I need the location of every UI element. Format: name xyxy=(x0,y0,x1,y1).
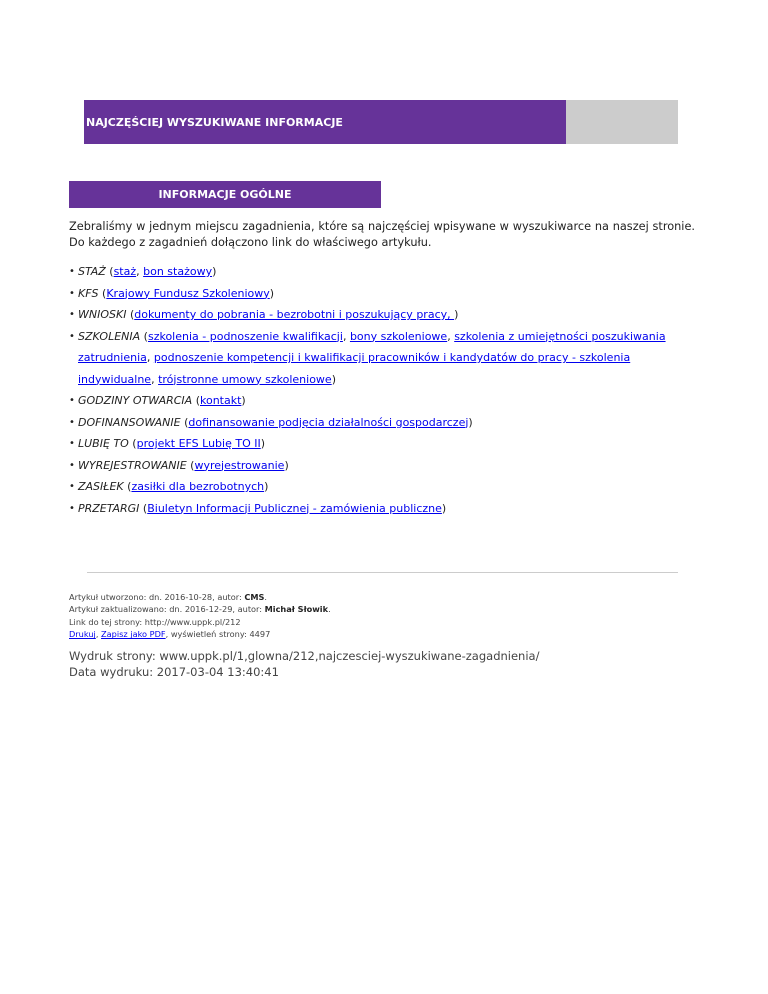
topic-item: • STAŻ (staż, bon stażowy) xyxy=(69,261,699,283)
topic-link[interactable]: podnoszenie kompetencji i kwalifikacji pracowników i kandydatów do pracy - szkolenia indywidualne xyxy=(78,351,631,386)
updated-author: Michał Słowik xyxy=(264,604,329,615)
print-url: Wydruk strony: www.uppk.pl/1,glowna/212,najczesciej-wyszukiwane-zagadnienia/ xyxy=(69,649,540,663)
page-views: wyświetleń strony: 4497 xyxy=(170,629,271,640)
print-link[interactable]: Drukuj xyxy=(69,629,96,640)
save-pdf-link[interactable]: Zapisz jako PDF xyxy=(101,629,166,640)
topic-item: • WYREJESTROWANIE (wyrejestrowanie) xyxy=(69,455,699,477)
header-bar xyxy=(84,100,678,144)
topic-key: SZKOLENIA xyxy=(78,329,141,343)
section-title: INFORMACJE OGÓLNE xyxy=(69,181,381,208)
topic-key: ZASIŁEK xyxy=(78,480,124,493)
page-link-line: Link do tej strony: http://www.uppk.pl/212 xyxy=(69,616,241,627)
topic-item: • ZASIŁEK (zasiłki dla bezrobotnych) xyxy=(69,476,699,498)
intro-paragraph: Zebraliśmy w jednym miejscu zagadnienia, które są najczęściej wpisywane w wyszukiwarce na naszej stronie. Do każdego z zagadnień dołączono link do właściwego artykułu. xyxy=(69,220,695,249)
created-prefix: Artykuł utworzono: dn. 2016-10-28, autor: xyxy=(69,592,245,602)
topic-link[interactable]: dokumenty do pobrania - bezrobotni i poszukujący pracy, xyxy=(134,308,455,321)
updated-line: Artykuł zaktualizowano: dn. 2016-12-29, autor: Michał Słowik. xyxy=(69,604,331,615)
topic-link[interactable]: wyrejestrowanie xyxy=(194,458,285,472)
topic-link[interactable]: bon stażowy xyxy=(143,265,213,278)
topic-item: • PRZETARGI (Biuletyn Informacji Publicznej - zamówienia publiczne) xyxy=(69,498,699,520)
topic-item: • KFS (Krajowy Fundusz Szkoleniowy) xyxy=(69,283,699,305)
print-info xyxy=(69,648,539,680)
topic-link[interactable]: staż xyxy=(113,265,137,278)
updated-prefix: Artykuł zaktualizowano: dn. 2016-12-29, autor: xyxy=(69,604,265,615)
topic-link[interactable]: projekt EFS Lubię TO II xyxy=(136,437,261,450)
topic-item: • WNIOSKI (dokumenty do pobrania - bezrobotni i poszukujący pracy, ) xyxy=(69,304,699,326)
topic-link[interactable]: Biuletyn Informacji Publicznej - zamówienia publiczne xyxy=(147,501,442,515)
topic-item: • SZKOLENIA (szkolenia - podnoszenie kwalifikacji, bony szkoleniowe, szkolenia z umiejętności poszukiwania zatrudnienia, podnoszenie kompetencji i kwalifikacji pracowników i kandydatów do pracy - szkolenia indywidualne, trójstronne umowy szkoleniowe) xyxy=(69,326,699,391)
actions-line: Drukuj, Zapisz jako PDF, wyświetleń strony: 4497 xyxy=(69,629,271,640)
topic-link[interactable]: bony szkoleniowe xyxy=(349,329,448,343)
topic-item: • GODZINY OTWARCIA (kontakt) xyxy=(69,390,699,412)
topic-link[interactable]: Krajowy Fundusz Szkoleniowy xyxy=(106,286,270,300)
topic-key: DOFINANSOWANIE xyxy=(78,415,181,429)
print-date: Data wydruku: 2017-03-04 13:40:41 xyxy=(69,665,279,679)
topic-key: WNIOSKI xyxy=(78,308,127,321)
topic-item: • DOFINANSOWANIE (dofinansowanie podjęcia działalności gospodarczej) xyxy=(69,412,699,434)
topic-key: KFS xyxy=(78,286,99,300)
topic-key: LUBIĘ TO xyxy=(78,437,129,450)
topic-key: PRZETARGI xyxy=(78,501,140,515)
topic-key: GODZINY OTWARCIA xyxy=(78,394,193,407)
topic-key: STAŻ xyxy=(78,265,106,278)
topic-link[interactable]: zasiłki dla bezrobotnych xyxy=(131,480,265,493)
created-line: Artykuł utworzono: dn. 2016-10-28, autor: CMS. xyxy=(69,592,268,602)
header-gray-block xyxy=(566,100,678,144)
article-meta xyxy=(69,591,331,641)
page-title: NAJCZĘŚCIEJ WYSZUKIWANE INFORMACJE xyxy=(84,100,566,144)
topic-link[interactable]: kontakt xyxy=(200,394,242,407)
topic-key: WYREJESTROWANIE xyxy=(78,458,187,472)
topic-link[interactable]: trójstronne umowy szkoleniowe xyxy=(158,372,332,386)
topic-link[interactable]: dofinansowanie podjęcia działalności gospodarczej xyxy=(188,415,469,429)
divider xyxy=(87,572,678,573)
topic-link[interactable]: szkolenia - podnoszenie kwalifikacji xyxy=(147,329,343,343)
created-author: CMS xyxy=(244,592,265,602)
topic-link[interactable]: szkolenia z umiejętności poszukiwania zatrudnienia xyxy=(78,329,666,364)
topic-list xyxy=(69,261,699,519)
topic-item: • LUBIĘ TO (projekt EFS Lubię TO II) xyxy=(69,433,699,455)
